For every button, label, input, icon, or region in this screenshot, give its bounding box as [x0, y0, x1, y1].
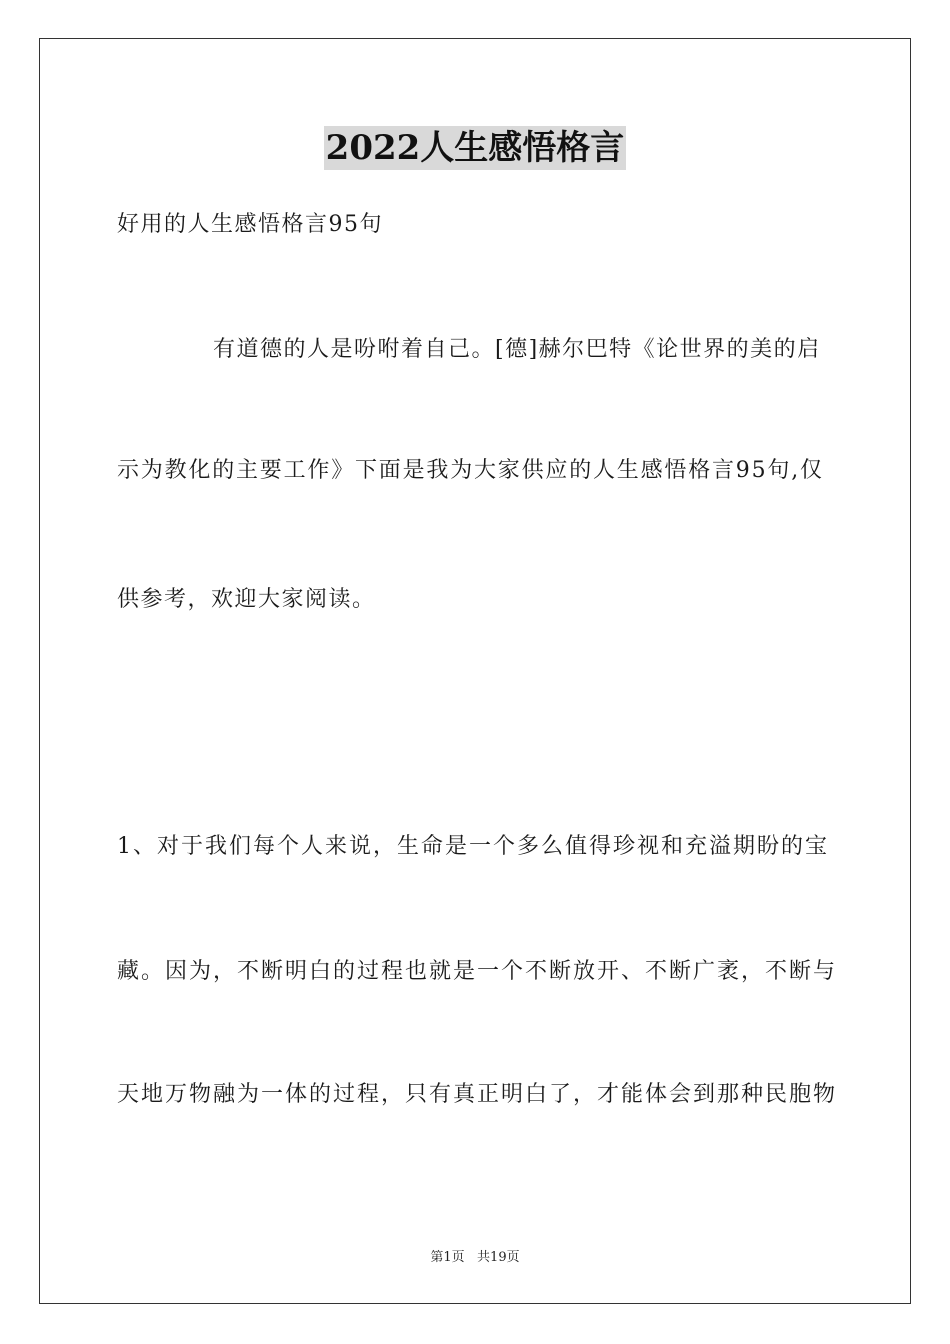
- item-1-line-1: 1、对于我们每个人来说，生命是一个多么值得珍视和充溢期盼的宝: [117, 834, 829, 859]
- page-number-footer: 第1页 共19页: [430, 1250, 520, 1265]
- intro-paragraph-line-2: 示为教化的主要工作》下面是我为大家供应的人生感悟格言95句,仅: [117, 458, 824, 483]
- title-container: [0, 126, 950, 170]
- intro-paragraph-line-3: 供参考，欢迎大家阅读。: [117, 587, 376, 612]
- intro-paragraph-line-1: 有道德的人是吩咐着自己。[德]赫尔巴特《论世界的美的启: [213, 337, 821, 362]
- item-1-line-3: 天地万物融为一体的过程，只有真正明白了，才能体会到那种民胞物: [117, 1082, 838, 1107]
- document-title: 2022人生感悟格言: [325, 128, 625, 168]
- document-subtitle: 好用的人生感悟格言95句: [117, 212, 383, 237]
- item-1-line-2: 藏。因为，不断明白的过程也就是一个不断放开、不断广袤，不断与: [117, 959, 838, 984]
